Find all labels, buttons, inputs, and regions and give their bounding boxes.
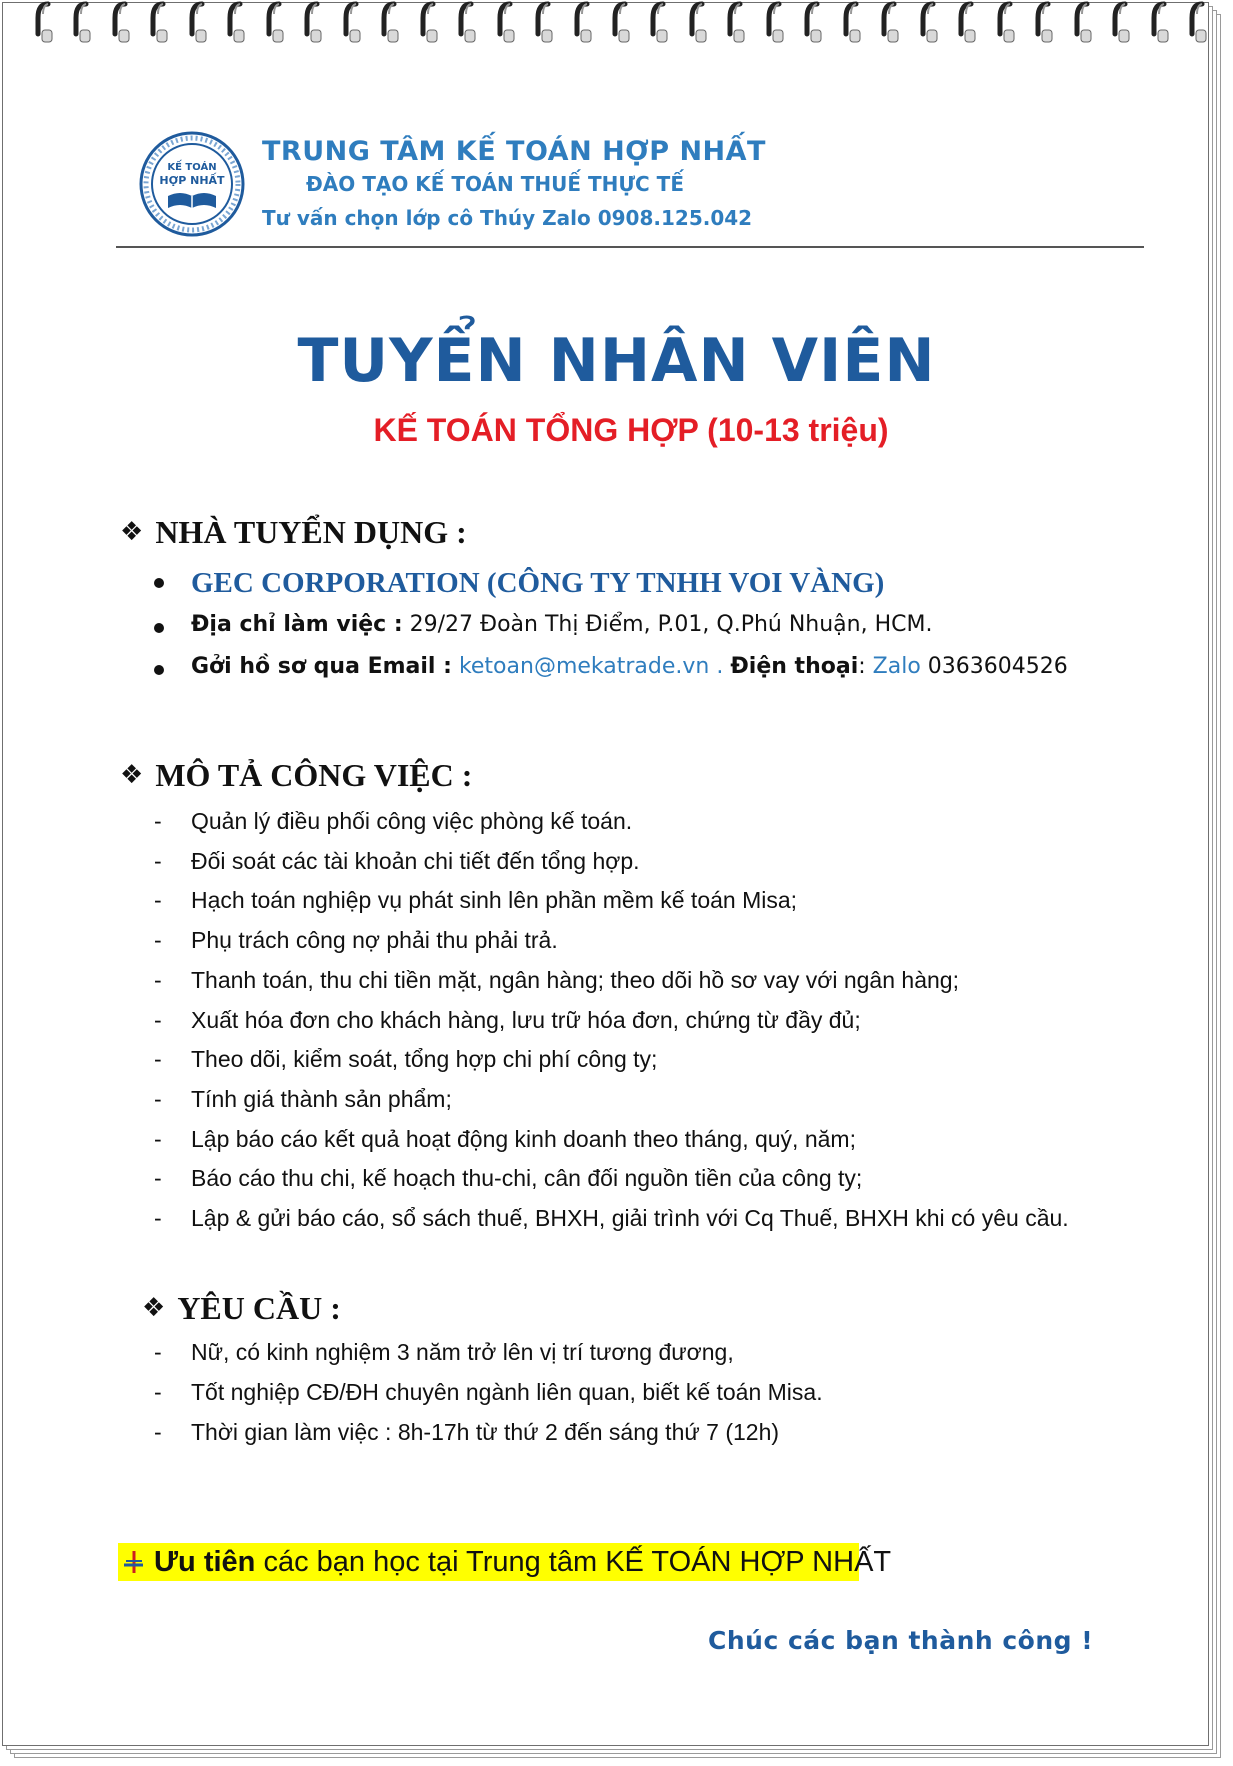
priority-text: các bạn học tại Trung tâm KẾ TOÁN HỢP NHẤT (255, 1546, 892, 1578)
list-item-text: Tính giá thành sản phẩm; (191, 1085, 452, 1112)
job-description-heading (120, 757, 472, 794)
svg-text:HỢP NHẤT: HỢP NHẤT (159, 174, 225, 187)
bullet-dot-icon (154, 578, 164, 588)
bullet-dot-icon (154, 623, 164, 633)
spiral-ring-icon (573, 0, 595, 44)
spiral-ring-icon (226, 0, 248, 44)
page-title: TUYỂN NHÂN VIÊN (297, 326, 936, 396)
spiral-ring-icon (111, 0, 133, 44)
dash-bullet: - (154, 1125, 162, 1152)
spiral-ring-icon (149, 0, 171, 44)
dash-bullet: - (154, 1046, 162, 1073)
spiral-ring-icon (996, 0, 1018, 44)
spiral-ring-icon (303, 0, 325, 44)
list-item-text: Hạch toán nghiệp vụ phát sinh lên phần mềm kế toán Misa; (191, 887, 798, 914)
list-item-text: Xuất hóa đơn cho khách hàng, lưu trữ hóa đơn, chứng từ đầy đủ; (191, 1006, 861, 1033)
spiral-ring-icon (457, 0, 479, 44)
diamond-bullet-icon: ❖ (142, 1293, 166, 1323)
dash-bullet: - (154, 966, 162, 993)
spiral-ring-icon (188, 0, 210, 44)
spiral-ring-icon (957, 0, 979, 44)
list-item-text: Quản lý điều phối công việc phòng kế toán. (191, 808, 633, 834)
closing-message: Chúc các bạn thành công ! (708, 1626, 1094, 1655)
list-item-text: Theo dõi, kiểm soát, tổng hợp chi phí công ty; (191, 1046, 658, 1073)
list-item-text: Nữ, có kinh nghiệm 3 năm trở lên vị trí tương đương, (191, 1339, 734, 1365)
phone-colon: : (858, 654, 873, 679)
employer-heading-text: NHÀ TUYỂN DỤNG : (155, 514, 467, 550)
list-item-text: Lập & gửi báo cáo, sổ sách thuế, BHXH, giải trình với Cq Thuế, BHXH khi có yêu cầu. (191, 1205, 1069, 1231)
list-item-text: Phụ trách công nợ phải thu phải trả. (191, 927, 558, 954)
center-logo (138, 130, 246, 238)
email-label: Gởi hồ sơ qua Email : (191, 654, 452, 679)
spiral-ring-icon (803, 0, 825, 44)
dash-bullet: - (154, 927, 162, 954)
spiral-ring-icon (611, 0, 633, 44)
spiral-ring-icon (765, 0, 787, 44)
employer-heading (120, 514, 467, 551)
dash-bullet: - (154, 1205, 162, 1231)
dash-bullet: - (154, 1085, 162, 1112)
address-value: 29/27 Đoàn Thị Điểm, P.01, Q.Phú Nhuận, HCM. (402, 612, 933, 637)
diamond-bullet-icon: ❖ (120, 760, 144, 790)
job-description-heading-text: MÔ TẢ CÔNG VIỆC : (155, 757, 473, 793)
spiral-ring-icon (880, 0, 902, 44)
list-item-text: Báo cáo thu chi, kế hoạch thu-chi, cân đối nguồn tiền của công ty; (191, 1165, 863, 1192)
position-title: KẾ TOÁN TỔNG HỢP (10-13 triệu) (373, 412, 889, 448)
spiral-ring-icon (496, 0, 518, 44)
spiral-ring-icon (342, 0, 364, 44)
spiral-ring-icon (726, 0, 748, 44)
spiral-ring-icon (1188, 0, 1210, 44)
zalo-link[interactable]: Zalo (872, 654, 921, 679)
list-item-text: Thời gian làm việc : 8h-17h từ thứ 2 đến sáng thứ 7 (12h) (191, 1419, 780, 1445)
spiral-ring-icon (72, 0, 94, 44)
dash-bullet: - (154, 847, 162, 874)
bullet-dot-icon (154, 665, 164, 675)
spiral-ring-icon (649, 0, 671, 44)
list-item-text: Lập báo cáo kết quả hoạt động kinh doanh theo tháng, quý, năm; (191, 1125, 856, 1152)
diamond-bullet-icon: ❖ (120, 517, 144, 547)
phone-number: 0363604526 (920, 654, 1068, 679)
company-name: GEC CORPORATION (CÔNG TY TNHH VOI VÀNG) (191, 567, 885, 599)
spiral-ring-icon (842, 0, 864, 44)
priority-cross-icon (122, 1549, 144, 1575)
spiral-ring-icon (34, 0, 56, 44)
priority-note (118, 1543, 892, 1581)
dash-bullet: - (154, 1379, 162, 1405)
spiral-binding (34, 0, 1214, 46)
list-item-text: Tốt nghiệp CĐ/ĐH chuyên ngành liên quan, biết kế toán Misa. (191, 1379, 823, 1405)
dash-bullet: - (154, 1165, 162, 1192)
spiral-ring-icon (419, 0, 441, 44)
spiral-ring-icon (1111, 0, 1133, 44)
spiral-ring-icon (1073, 0, 1095, 44)
dash-bullet: - (154, 1339, 162, 1365)
requirements-heading-text: YÊU CẦU : (177, 1290, 341, 1326)
email-link[interactable]: ketoan@mekatrade.vn (458, 654, 710, 679)
list-item-text: Đối soát các tài khoản chi tiết đến tổng hợp. (191, 847, 640, 874)
list-item-text: Thanh toán, thu chi tiền mặt, ngân hàng; theo dõi hồ sơ vay với ngân hàng; (191, 966, 959, 993)
svg-text:KẾ TOÁN: KẾ TOÁN (167, 162, 217, 173)
dash-bullet: - (154, 808, 162, 834)
dash-bullet: - (154, 1006, 162, 1033)
dash-bullet: - (154, 1419, 162, 1445)
dash-bullet: - (154, 887, 162, 914)
requirements-heading (142, 1290, 341, 1327)
email-separator: . (709, 654, 731, 679)
spiral-ring-icon (534, 0, 556, 44)
address-label: Địa chỉ làm việc : (191, 612, 403, 637)
spiral-ring-icon (919, 0, 941, 44)
center-name: TRUNG TÂM KẾ TOÁN HỢP NHẤT (262, 136, 766, 167)
priority-bold: Ưu tiên (154, 1546, 256, 1578)
spiral-ring-icon (380, 0, 402, 44)
center-tagline: ĐÀO TẠO KẾ TOÁN THUẾ THỰC TẾ (306, 172, 684, 196)
header-divider (116, 246, 1144, 248)
center-contact: Tư vấn chọn lớp cô Thúy Zalo 0908.125.042 (262, 206, 753, 230)
spiral-ring-icon (265, 0, 287, 44)
spiral-ring-icon (1150, 0, 1172, 44)
spiral-ring-icon (688, 0, 710, 44)
spiral-ring-icon (1034, 0, 1056, 44)
phone-label: Điện thoại (730, 654, 859, 679)
